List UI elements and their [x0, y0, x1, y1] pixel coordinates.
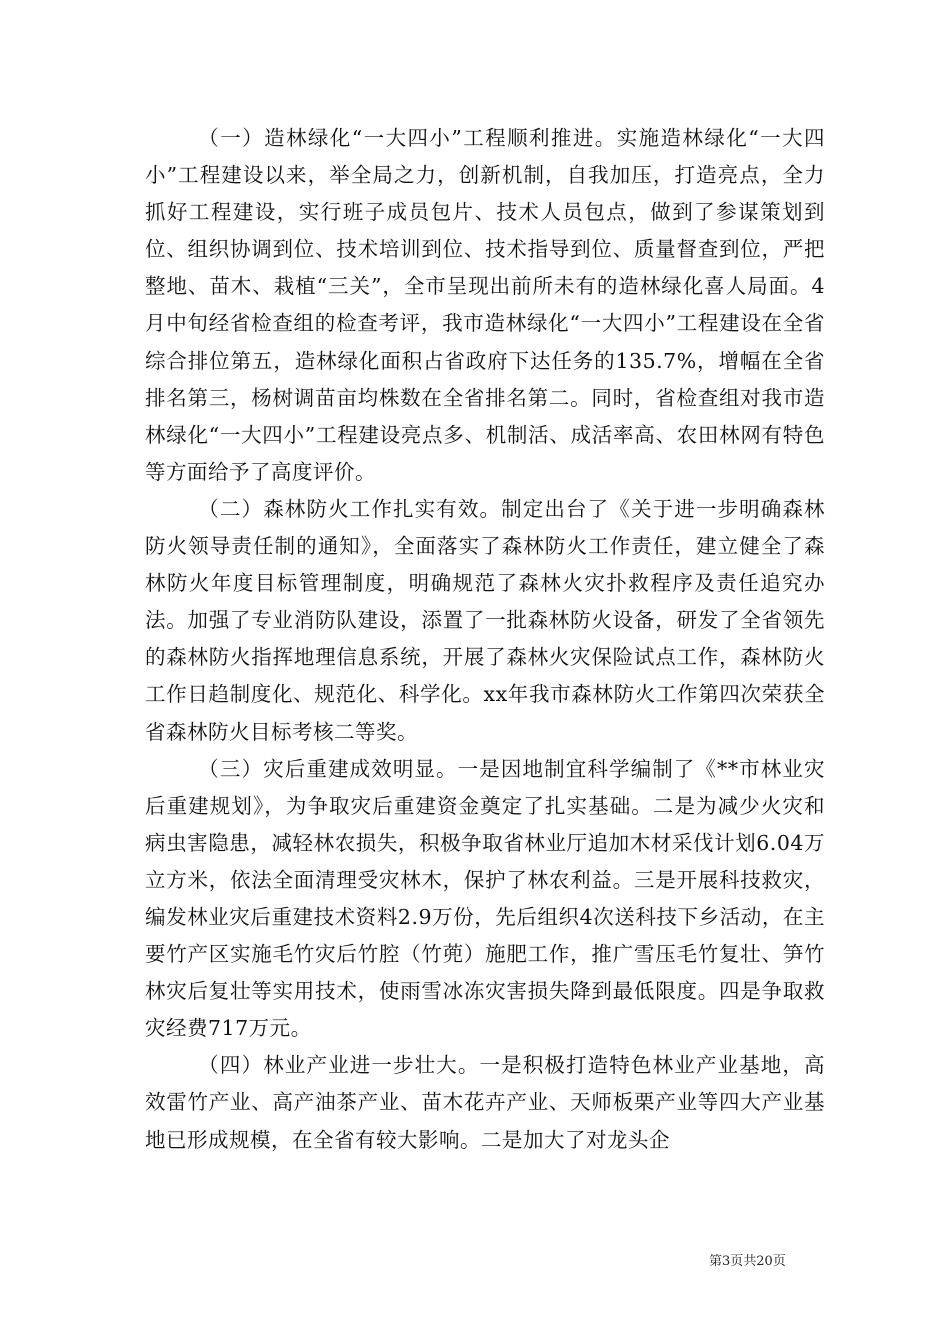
paragraph-fire-prevention: （二）森林防火工作扎实有效。制定出台了《关于进一步明确森林防火领导责任制的通知》，全面落实了森林防火工作责任，建立健全了森林防火年度目标管理制度，明确规范了森林火灾扑救程序及责任追究办法。加强了专业消防队建设，添置了一批森林防火设备，研发了全省领先的森林防火指挥地理信息系统，开展了森林火灾保险试点工作，森林防火工作日趋制度化、规范化、科学化。xx年我市森林防火工作第四次荣获全省森林防火目标考核二等奖。: [145, 496, 825, 744]
paragraph-afforestation: （一）造林绿化“一大四小”工程顺利推进。实施造林绿化“一大四小”工程建设以来，举全局之力，创新机制，自我加压，打造亮点，全力抓好工程建设，实行班子成员包片、技术人员包点，做到了参谋策划到位、组织协调到位、技术培训到位、技术指导到位、质量督查到位，严把整地、苗木、栽植“三关”，全市呈现出前所未有的造林绿化喜人局面。4月中旬经省检查组的检查考评，我市造林绿化“一大四小”工程建设在全省综合排位第五，造林绿化面积占省政府下达任务的135.7%，增幅在全省排名第三，杨树调苗亩均株数在全省排名第二。同时，省检查组对我市造林绿化“一大四小”工程建设亮点多、机制活、成活率高、农田林网有特色等方面给予了高度评价。: [145, 126, 825, 484]
page-number: 第3页共20页: [709, 1254, 786, 1269]
document-body: [145, 120, 825, 1159]
paragraph-forestry-industry: （四）林业产业进一步壮大。一是积极打造特色林业产业基地，高效雷竹产业、高产油茶产业、苗木花卉产业、天师板栗产业等四大产业基地已形成规模，在全省有较大影响。二是加大了对龙头企: [145, 1053, 825, 1152]
paragraph-disaster-reconstruction: （三）灾后重建成效明显。一是因地制宜科学编制了《**市林业灾后重建规划》，为争取灾后重建资金奠定了扎实基础。二是为减少火灾和病虫害隐患，减轻林农损失，积极争取省林业厅追加木材采伐计划6.04万立方米，依法全面清理受灾林木，保护了林农利益。三是开展科技救灾，编发林业灾后重建技术资料2.9万份，先后组织4次送科技下乡活动，在主要竹产区实施毛竹灾后竹腔（竹蔸）施肥工作，推广雪压毛竹复壮、笋竹林灾后复壮等实用技术，使雨雪冰冻灾害损失降到最低限度。四是争取救灾经费717万元。: [145, 756, 825, 1041]
